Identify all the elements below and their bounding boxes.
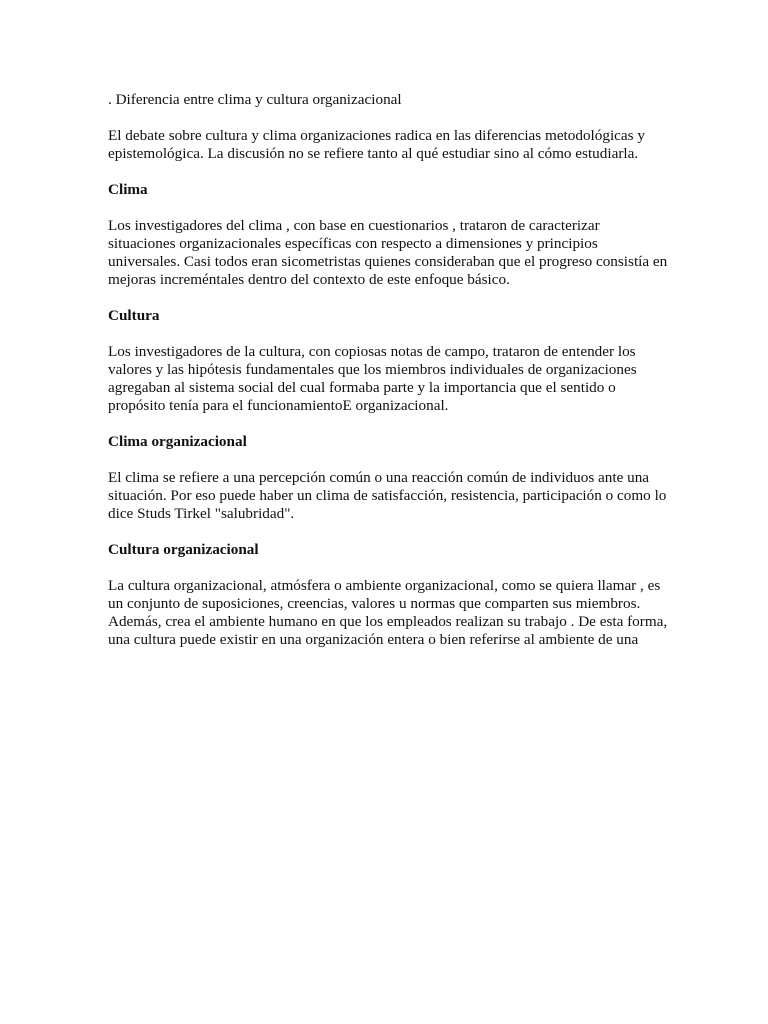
intro-paragraph: El debate sobre cultura y clima organizaciones radica en las diferencias metodológicas y epistemológica. La discusión no se refiere tanto al qué estudiar sino al cómo estudiarla. — [108, 127, 645, 162]
spacer — [108, 109, 668, 127]
spacer — [108, 523, 668, 541]
spacer — [108, 325, 668, 343]
spacer — [108, 289, 668, 307]
spacer — [108, 451, 668, 469]
spacer — [108, 415, 668, 433]
spacer — [108, 559, 668, 577]
section-heading-clima-organizacional: Clima organizacional — [108, 433, 247, 450]
section-body-cultura: Los investigadores de la cultura, con copiosas notas de campo, trataron de entender los valores y las hipótesis fundamentales que los miembros individuales de organizaciones agregaban al sistema social del cual formaba parte y la importancia que el sentido o propósito tenía para el funcionamientoE organizacional. — [108, 343, 637, 414]
spacer — [108, 199, 668, 217]
document-title-line: . Diferencia entre clima y cultura organizacional — [108, 91, 402, 108]
section-heading-clima: Clima — [108, 181, 148, 198]
spacer — [108, 163, 668, 181]
document-page — [108, 91, 668, 649]
section-heading-cultura: Cultura — [108, 307, 160, 324]
section-body-cultura-organizacional: La cultura organizacional, atmósfera o ambiente organizacional, como se quiera llamar , es un conjunto de suposiciones, creencias, valores u normas que comparten sus miembros. Además, crea el ambiente humano en que los empleados realizan su trabajo . De esta forma, una cultura puede existir en una organización entera o bien referirse al ambiente de una — [108, 577, 668, 648]
section-heading-cultura-organizacional: Cultura organizacional — [108, 541, 259, 558]
section-body-clima-organizacional: El clima se refiere a una percepción común o una reacción común de individuos ante una situación. Por eso puede haber un clima de satisfacción, resistencia, participación o como lo dice Studs Tirkel "salubridad". — [108, 469, 667, 522]
section-body-clima: Los investigadores del clima , con base en cuestionarios , trataron de caracterizar situaciones organizacionales específicas con respecto a dimensiones y principios universales. Casi todos eran sicometristas quienes consideraban que el progreso consistía en mejoras increméntales dentro del contexto de este enfoque básico. — [108, 217, 668, 288]
